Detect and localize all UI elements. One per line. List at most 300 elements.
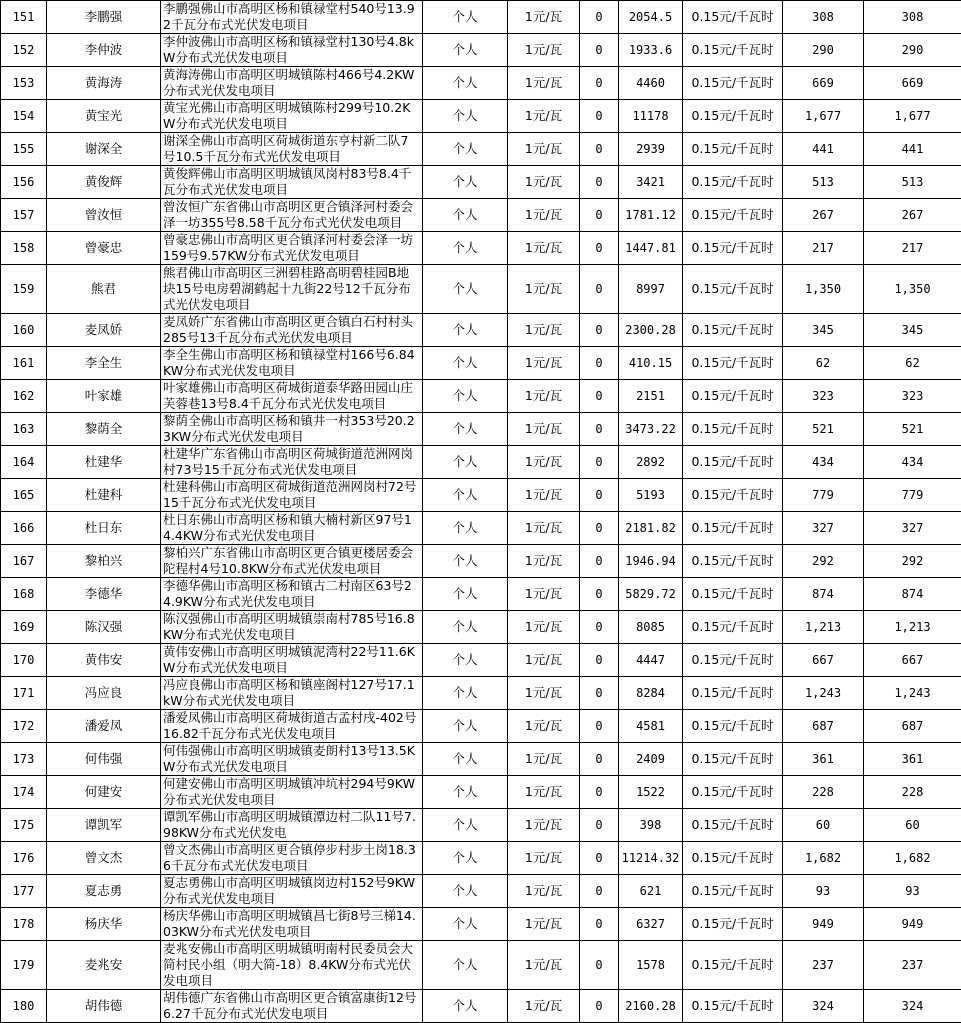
owner-type-cell: 个人 (423, 644, 508, 677)
subsidy-amount-cell: 60 (783, 809, 864, 842)
generation-kwh-cell: 8284 (619, 677, 683, 710)
install-subsidy-cell: 1元/瓦 (508, 512, 580, 545)
row-number-cell: 178 (1, 908, 47, 941)
approved-amount-cell: 93 (864, 875, 961, 908)
project-name-cell: 黎荫全佛山市高明区杨和镇井一村353号20.23KW分布式光伏发电项目 (161, 413, 423, 446)
owner-type-cell: 个人 (423, 314, 508, 347)
project-name-cell: 李鹏强佛山市高明区杨和镇禄堂村540号13.92千瓦分布式光伏发电项目 (161, 1, 423, 34)
row-number-cell: 166 (1, 512, 47, 545)
generation-kwh-cell: 1522 (619, 776, 683, 809)
subsidy-amount-cell: 669 (783, 67, 864, 100)
project-name-cell: 谭凯军佛山市高明区明城镇潭边村二队11号7.98KW分布式光伏发电 (161, 809, 423, 842)
row-number-cell: 179 (1, 941, 47, 990)
generation-kwh-cell: 1447.81 (619, 232, 683, 265)
table-row (1, 347, 961, 380)
project-name-cell: 熊君佛山市高明区三洲碧桂路高明碧桂园B地块15号电房碧湖鹤起十九街22号12千瓦分布式光伏发电项目 (161, 265, 423, 314)
table-row (1, 512, 961, 545)
row-number-cell: 159 (1, 265, 47, 314)
row-number-cell: 161 (1, 347, 47, 380)
table-row (1, 842, 961, 875)
owner-name-cell: 杨庆华 (47, 908, 161, 941)
install-subsidy-cell: 1元/瓦 (508, 941, 580, 990)
generation-kwh-cell: 2409 (619, 743, 683, 776)
other-subsidy-cell: 0 (580, 842, 619, 875)
project-name-cell: 杜建科佛山市高明区荷城街道范洲网岗村72号15千瓦分布式光伏发电项目 (161, 479, 423, 512)
approved-amount-cell: 434 (864, 446, 961, 479)
owner-name-cell: 李鹏强 (47, 1, 161, 34)
subsidy-amount-cell: 779 (783, 479, 864, 512)
row-number-cell: 168 (1, 578, 47, 611)
owner-name-cell: 陈汉强 (47, 611, 161, 644)
other-subsidy-cell: 0 (580, 199, 619, 232)
project-name-cell: 李全生佛山市高明区杨和镇禄堂村166号6.84KW分布式光伏发电项目 (161, 347, 423, 380)
owner-name-cell: 夏志勇 (47, 875, 161, 908)
generation-kwh-cell: 8997 (619, 265, 683, 314)
tariff-rate-cell: 0.15元/千瓦时 (683, 776, 783, 809)
table-row (1, 677, 961, 710)
tariff-rate-cell: 0.15元/千瓦时 (683, 479, 783, 512)
tariff-rate-cell: 0.15元/千瓦时 (683, 677, 783, 710)
owner-name-cell: 杜日东 (47, 512, 161, 545)
other-subsidy-cell: 0 (580, 512, 619, 545)
approved-amount-cell: 323 (864, 380, 961, 413)
table-row (1, 710, 961, 743)
owner-type-cell: 个人 (423, 380, 508, 413)
other-subsidy-cell: 0 (580, 380, 619, 413)
owner-type-cell: 个人 (423, 578, 508, 611)
install-subsidy-cell: 1元/瓦 (508, 990, 580, 1023)
table-row (1, 413, 961, 446)
owner-type-cell: 个人 (423, 611, 508, 644)
owner-name-cell: 何伟强 (47, 743, 161, 776)
owner-name-cell: 熊君 (47, 265, 161, 314)
row-number-cell: 171 (1, 677, 47, 710)
generation-kwh-cell: 2160.28 (619, 990, 683, 1023)
project-name-cell: 叶家雄佛山市高明区荷城街道泰华路田园山庄芙蓉巷13号8.4千瓦分布式光伏发电项目 (161, 380, 423, 413)
tariff-rate-cell: 0.15元/千瓦时 (683, 512, 783, 545)
owner-type-cell: 个人 (423, 512, 508, 545)
approved-amount-cell: 60 (864, 809, 961, 842)
tariff-rate-cell: 0.15元/千瓦时 (683, 380, 783, 413)
generation-kwh-cell: 4460 (619, 67, 683, 100)
tariff-rate-cell: 0.15元/千瓦时 (683, 100, 783, 133)
other-subsidy-cell: 0 (580, 347, 619, 380)
project-name-cell: 黄伟安佛山市高明区明城镇泥湾村22号11.6KW分布式光伏发电项目 (161, 644, 423, 677)
table-row (1, 875, 961, 908)
generation-kwh-cell: 1781.12 (619, 199, 683, 232)
table-row (1, 100, 961, 133)
generation-kwh-cell: 4581 (619, 710, 683, 743)
install-subsidy-cell: 1元/瓦 (508, 809, 580, 842)
other-subsidy-cell: 0 (580, 809, 619, 842)
table-row (1, 133, 961, 166)
install-subsidy-cell: 1元/瓦 (508, 743, 580, 776)
table-row (1, 479, 961, 512)
row-number-cell: 165 (1, 479, 47, 512)
other-subsidy-cell: 0 (580, 611, 619, 644)
owner-name-cell: 谢深全 (47, 133, 161, 166)
owner-type-cell: 个人 (423, 809, 508, 842)
subsidy-amount-cell: 292 (783, 545, 864, 578)
other-subsidy-cell: 0 (580, 265, 619, 314)
owner-type-cell: 个人 (423, 100, 508, 133)
row-number-cell: 156 (1, 166, 47, 199)
approved-amount-cell: 513 (864, 166, 961, 199)
project-name-cell: 冯应良佛山市高明区杨和镇座阁村127号17.1kW分布式光伏发电项目 (161, 677, 423, 710)
generation-kwh-cell: 6327 (619, 908, 683, 941)
tariff-rate-cell: 0.15元/千瓦时 (683, 941, 783, 990)
other-subsidy-cell: 0 (580, 710, 619, 743)
project-name-cell: 杜日东佛山市高明区杨和镇大楠村新区97号14.4KW分布式光伏发电项目 (161, 512, 423, 545)
subsidy-amount-cell: 687 (783, 710, 864, 743)
approved-amount-cell: 1,213 (864, 611, 961, 644)
owner-type-cell: 个人 (423, 1, 508, 34)
subsidy-amount-cell: 874 (783, 578, 864, 611)
table-row (1, 743, 961, 776)
generation-kwh-cell: 3421 (619, 166, 683, 199)
project-name-cell: 杨庆华佛山市高明区明城镇昌七街8号三梯14.03KW分布式光伏发电项目 (161, 908, 423, 941)
other-subsidy-cell: 0 (580, 990, 619, 1023)
owner-name-cell: 潘爱凤 (47, 710, 161, 743)
install-subsidy-cell: 1元/瓦 (508, 875, 580, 908)
table-row (1, 265, 961, 314)
approved-amount-cell: 669 (864, 67, 961, 100)
row-number-cell: 180 (1, 990, 47, 1023)
generation-kwh-cell: 2151 (619, 380, 683, 413)
generation-kwh-cell: 5829.72 (619, 578, 683, 611)
owner-type-cell: 个人 (423, 166, 508, 199)
table-row (1, 232, 961, 265)
owner-name-cell: 胡伟德 (47, 990, 161, 1023)
install-subsidy-cell: 1元/瓦 (508, 380, 580, 413)
approved-amount-cell: 217 (864, 232, 961, 265)
tariff-rate-cell: 0.15元/千瓦时 (683, 446, 783, 479)
owner-name-cell: 叶家雄 (47, 380, 161, 413)
table-row (1, 166, 961, 199)
project-name-cell: 黄俊辉佛山市高明区明城镇凤岗村83号8.4千瓦分布式光伏发电项目 (161, 166, 423, 199)
owner-name-cell: 曾文杰 (47, 842, 161, 875)
tariff-rate-cell: 0.15元/千瓦时 (683, 809, 783, 842)
project-name-cell: 曾豪忠佛山市高明区更合镇泽河村委会泽一坊159号9.57KW分布式光伏发电项目 (161, 232, 423, 265)
subsidy-amount-cell: 441 (783, 133, 864, 166)
other-subsidy-cell: 0 (580, 232, 619, 265)
generation-kwh-cell: 8085 (619, 611, 683, 644)
tariff-rate-cell: 0.15元/千瓦时 (683, 990, 783, 1023)
other-subsidy-cell: 0 (580, 776, 619, 809)
install-subsidy-cell: 1元/瓦 (508, 314, 580, 347)
approved-amount-cell: 1,677 (864, 100, 961, 133)
other-subsidy-cell: 0 (580, 67, 619, 100)
subsidy-amount-cell: 228 (783, 776, 864, 809)
owner-name-cell: 黄俊辉 (47, 166, 161, 199)
owner-name-cell: 黎荫全 (47, 413, 161, 446)
install-subsidy-cell: 1元/瓦 (508, 232, 580, 265)
tariff-rate-cell: 0.15元/千瓦时 (683, 644, 783, 677)
install-subsidy-cell: 1元/瓦 (508, 644, 580, 677)
project-name-cell: 黎柏兴广东省佛山市高明区更合镇更楼居委会陀程村4号10.8KW分布式光伏发电项目 (161, 545, 423, 578)
tariff-rate-cell: 0.15元/千瓦时 (683, 413, 783, 446)
approved-amount-cell: 267 (864, 199, 961, 232)
approved-amount-cell: 874 (864, 578, 961, 611)
install-subsidy-cell: 1元/瓦 (508, 446, 580, 479)
owner-name-cell: 冯应良 (47, 677, 161, 710)
generation-kwh-cell: 410.15 (619, 347, 683, 380)
generation-kwh-cell: 1578 (619, 941, 683, 990)
install-subsidy-cell: 1元/瓦 (508, 710, 580, 743)
owner-type-cell: 个人 (423, 710, 508, 743)
owner-type-cell: 个人 (423, 446, 508, 479)
owner-name-cell: 黎柏兴 (47, 545, 161, 578)
table-row (1, 545, 961, 578)
subsidy-amount-cell: 324 (783, 990, 864, 1023)
row-number-cell: 160 (1, 314, 47, 347)
table-row (1, 941, 961, 990)
subsidy-amount-cell: 1,350 (783, 265, 864, 314)
approved-amount-cell: 292 (864, 545, 961, 578)
project-name-cell: 麦凤娇广东省佛山市高明区更合镇白石村村头285号13千瓦分布式光伏发电项目 (161, 314, 423, 347)
project-name-cell: 何伟强佛山市高明区明城镇麦朗村13号13.5KW分布式光伏发电项目 (161, 743, 423, 776)
tariff-rate-cell: 0.15元/千瓦时 (683, 1, 783, 34)
install-subsidy-cell: 1元/瓦 (508, 908, 580, 941)
approved-amount-cell: 949 (864, 908, 961, 941)
subsidy-amount-cell: 1,677 (783, 100, 864, 133)
owner-type-cell: 个人 (423, 908, 508, 941)
owner-name-cell: 李全生 (47, 347, 161, 380)
install-subsidy-cell: 1元/瓦 (508, 842, 580, 875)
approved-amount-cell: 290 (864, 34, 961, 67)
approved-amount-cell: 308 (864, 1, 961, 34)
generation-kwh-cell: 1933.6 (619, 34, 683, 67)
other-subsidy-cell: 0 (580, 644, 619, 677)
row-number-cell: 175 (1, 809, 47, 842)
row-number-cell: 154 (1, 100, 47, 133)
owner-name-cell: 黄宝光 (47, 100, 161, 133)
owner-type-cell: 个人 (423, 347, 508, 380)
owner-type-cell: 个人 (423, 133, 508, 166)
row-number-cell: 153 (1, 67, 47, 100)
owner-name-cell: 杜建科 (47, 479, 161, 512)
table-row (1, 990, 961, 1023)
table-row (1, 809, 961, 842)
table-row (1, 611, 961, 644)
project-name-cell: 胡伟德广东省佛山市高明区更合镇富康街12号6.27千瓦分布式光伏发电项目 (161, 990, 423, 1023)
table-row (1, 67, 961, 100)
other-subsidy-cell: 0 (580, 677, 619, 710)
owner-name-cell: 曾豪忠 (47, 232, 161, 265)
row-number-cell: 177 (1, 875, 47, 908)
install-subsidy-cell: 1元/瓦 (508, 413, 580, 446)
install-subsidy-cell: 1元/瓦 (508, 347, 580, 380)
project-name-cell: 谢深全佛山市高明区荷城街道东亨村新二队7号10.5千瓦分布式光伏发电项目 (161, 133, 423, 166)
generation-kwh-cell: 2939 (619, 133, 683, 166)
owner-type-cell: 个人 (423, 743, 508, 776)
tariff-rate-cell: 0.15元/千瓦时 (683, 199, 783, 232)
owner-name-cell: 黄海涛 (47, 67, 161, 100)
install-subsidy-cell: 1元/瓦 (508, 166, 580, 199)
subsidy-amount-cell: 361 (783, 743, 864, 776)
tariff-rate-cell: 0.15元/千瓦时 (683, 133, 783, 166)
table-row (1, 1, 961, 34)
project-name-cell: 何建安佛山市高明区明城镇冲坑村294号9KW分布式光伏发电项目 (161, 776, 423, 809)
owner-type-cell: 个人 (423, 941, 508, 990)
owner-type-cell: 个人 (423, 67, 508, 100)
project-name-cell: 李德华佛山市高明区杨和镇古二村南区63号24.9KW分布式光伏发电项目 (161, 578, 423, 611)
owner-name-cell: 杜建华 (47, 446, 161, 479)
tariff-rate-cell: 0.15元/千瓦时 (683, 67, 783, 100)
subsidy-amount-cell: 513 (783, 166, 864, 199)
tariff-rate-cell: 0.15元/千瓦时 (683, 875, 783, 908)
tariff-rate-cell: 0.15元/千瓦时 (683, 314, 783, 347)
approved-amount-cell: 521 (864, 413, 961, 446)
tariff-rate-cell: 0.15元/千瓦时 (683, 710, 783, 743)
other-subsidy-cell: 0 (580, 413, 619, 446)
row-number-cell: 167 (1, 545, 47, 578)
project-name-cell: 黄宝光佛山市高明区明城镇陈村299号10.2KW分布式光伏发电项目 (161, 100, 423, 133)
row-number-cell: 152 (1, 34, 47, 67)
generation-kwh-cell: 5193 (619, 479, 683, 512)
owner-name-cell: 麦兆安 (47, 941, 161, 990)
owner-name-cell: 李德华 (47, 578, 161, 611)
approved-amount-cell: 237 (864, 941, 961, 990)
tariff-rate-cell: 0.15元/千瓦时 (683, 232, 783, 265)
other-subsidy-cell: 0 (580, 314, 619, 347)
tariff-rate-cell: 0.15元/千瓦时 (683, 166, 783, 199)
table-row (1, 34, 961, 67)
subsidy-amount-cell: 949 (783, 908, 864, 941)
subsidy-amount-cell: 267 (783, 199, 864, 232)
generation-kwh-cell: 1946.94 (619, 545, 683, 578)
install-subsidy-cell: 1元/瓦 (508, 265, 580, 314)
other-subsidy-cell: 0 (580, 545, 619, 578)
other-subsidy-cell: 0 (580, 908, 619, 941)
owner-name-cell: 麦凤娇 (47, 314, 161, 347)
install-subsidy-cell: 1元/瓦 (508, 611, 580, 644)
row-number-cell: 155 (1, 133, 47, 166)
other-subsidy-cell: 0 (580, 875, 619, 908)
generation-kwh-cell: 2181.82 (619, 512, 683, 545)
install-subsidy-cell: 1元/瓦 (508, 545, 580, 578)
approved-amount-cell: 327 (864, 512, 961, 545)
generation-kwh-cell: 4447 (619, 644, 683, 677)
row-number-cell: 172 (1, 710, 47, 743)
owner-name-cell: 谭凯军 (47, 809, 161, 842)
owner-type-cell: 个人 (423, 842, 508, 875)
subsidy-amount-cell: 667 (783, 644, 864, 677)
generation-kwh-cell: 2054.5 (619, 1, 683, 34)
other-subsidy-cell: 0 (580, 34, 619, 67)
subsidy-amount-cell: 62 (783, 347, 864, 380)
generation-kwh-cell: 11214.32 (619, 842, 683, 875)
subsidy-amount-cell: 521 (783, 413, 864, 446)
table-row (1, 314, 961, 347)
subsidy-amount-cell: 237 (783, 941, 864, 990)
project-name-cell: 潘爱凤佛山市高明区荷城街道古孟村戌-402号16.82千瓦分布式光伏发电项目 (161, 710, 423, 743)
subsidy-amount-cell: 1,213 (783, 611, 864, 644)
generation-kwh-cell: 2892 (619, 446, 683, 479)
install-subsidy-cell: 1元/瓦 (508, 133, 580, 166)
owner-type-cell: 个人 (423, 232, 508, 265)
table-row (1, 199, 961, 232)
other-subsidy-cell: 0 (580, 100, 619, 133)
install-subsidy-cell: 1元/瓦 (508, 776, 580, 809)
other-subsidy-cell: 0 (580, 1, 619, 34)
install-subsidy-cell: 1元/瓦 (508, 479, 580, 512)
install-subsidy-cell: 1元/瓦 (508, 34, 580, 67)
tariff-rate-cell: 0.15元/千瓦时 (683, 611, 783, 644)
generation-kwh-cell: 3473.22 (619, 413, 683, 446)
owner-type-cell: 个人 (423, 776, 508, 809)
table-row (1, 776, 961, 809)
subsidy-amount-cell: 323 (783, 380, 864, 413)
subsidy-amount-cell: 1,243 (783, 677, 864, 710)
tariff-rate-cell: 0.15元/千瓦时 (683, 578, 783, 611)
install-subsidy-cell: 1元/瓦 (508, 578, 580, 611)
project-name-cell: 黄海涛佛山市高明区明城镇陈村466号4.2KW分布式光伏发电项目 (161, 67, 423, 100)
approved-amount-cell: 324 (864, 990, 961, 1023)
subsidy-amount-cell: 1,682 (783, 842, 864, 875)
table-row (1, 578, 961, 611)
tariff-rate-cell: 0.15元/千瓦时 (683, 842, 783, 875)
table-row (1, 380, 961, 413)
install-subsidy-cell: 1元/瓦 (508, 677, 580, 710)
approved-amount-cell: 1,682 (864, 842, 961, 875)
row-number-cell: 151 (1, 1, 47, 34)
owner-name-cell: 何建安 (47, 776, 161, 809)
subsidy-amount-cell: 290 (783, 34, 864, 67)
row-number-cell: 157 (1, 199, 47, 232)
tariff-rate-cell: 0.15元/千瓦时 (683, 743, 783, 776)
owner-name-cell: 曾汝恒 (47, 199, 161, 232)
approved-amount-cell: 345 (864, 314, 961, 347)
approved-amount-cell: 1,243 (864, 677, 961, 710)
approved-amount-cell: 62 (864, 347, 961, 380)
other-subsidy-cell: 0 (580, 133, 619, 166)
other-subsidy-cell: 0 (580, 941, 619, 990)
table-row (1, 908, 961, 941)
row-number-cell: 176 (1, 842, 47, 875)
table-body (1, 1, 961, 1023)
row-number-cell: 169 (1, 611, 47, 644)
project-name-cell: 李仲波佛山市高明区杨和镇禄堂村130号4.8kW分布式光伏发电项目 (161, 34, 423, 67)
approved-amount-cell: 361 (864, 743, 961, 776)
approved-amount-cell: 441 (864, 133, 961, 166)
tariff-rate-cell: 0.15元/千瓦时 (683, 908, 783, 941)
tariff-rate-cell: 0.15元/千瓦时 (683, 545, 783, 578)
other-subsidy-cell: 0 (580, 743, 619, 776)
generation-kwh-cell: 2300.28 (619, 314, 683, 347)
row-number-cell: 164 (1, 446, 47, 479)
subsidy-amount-cell: 345 (783, 314, 864, 347)
row-number-cell: 163 (1, 413, 47, 446)
table-row (1, 644, 961, 677)
other-subsidy-cell: 0 (580, 578, 619, 611)
row-number-cell: 158 (1, 232, 47, 265)
install-subsidy-cell: 1元/瓦 (508, 100, 580, 133)
generation-kwh-cell: 11178 (619, 100, 683, 133)
project-name-cell: 杜建华广东省佛山市高明区荷城街道范洲网岗村73号15千瓦分布式光伏发电项目 (161, 446, 423, 479)
owner-type-cell: 个人 (423, 265, 508, 314)
project-name-cell: 夏志勇佛山市高明区明城镇岗边村152号9KW分布式光伏发电项目 (161, 875, 423, 908)
tariff-rate-cell: 0.15元/千瓦时 (683, 34, 783, 67)
table-row (1, 446, 961, 479)
tariff-rate-cell: 0.15元/千瓦时 (683, 265, 783, 314)
install-subsidy-cell: 1元/瓦 (508, 67, 580, 100)
subsidy-amount-cell: 434 (783, 446, 864, 479)
subsidy-amount-cell: 327 (783, 512, 864, 545)
owner-type-cell: 个人 (423, 199, 508, 232)
subsidy-amount-cell: 217 (783, 232, 864, 265)
owner-type-cell: 个人 (423, 34, 508, 67)
